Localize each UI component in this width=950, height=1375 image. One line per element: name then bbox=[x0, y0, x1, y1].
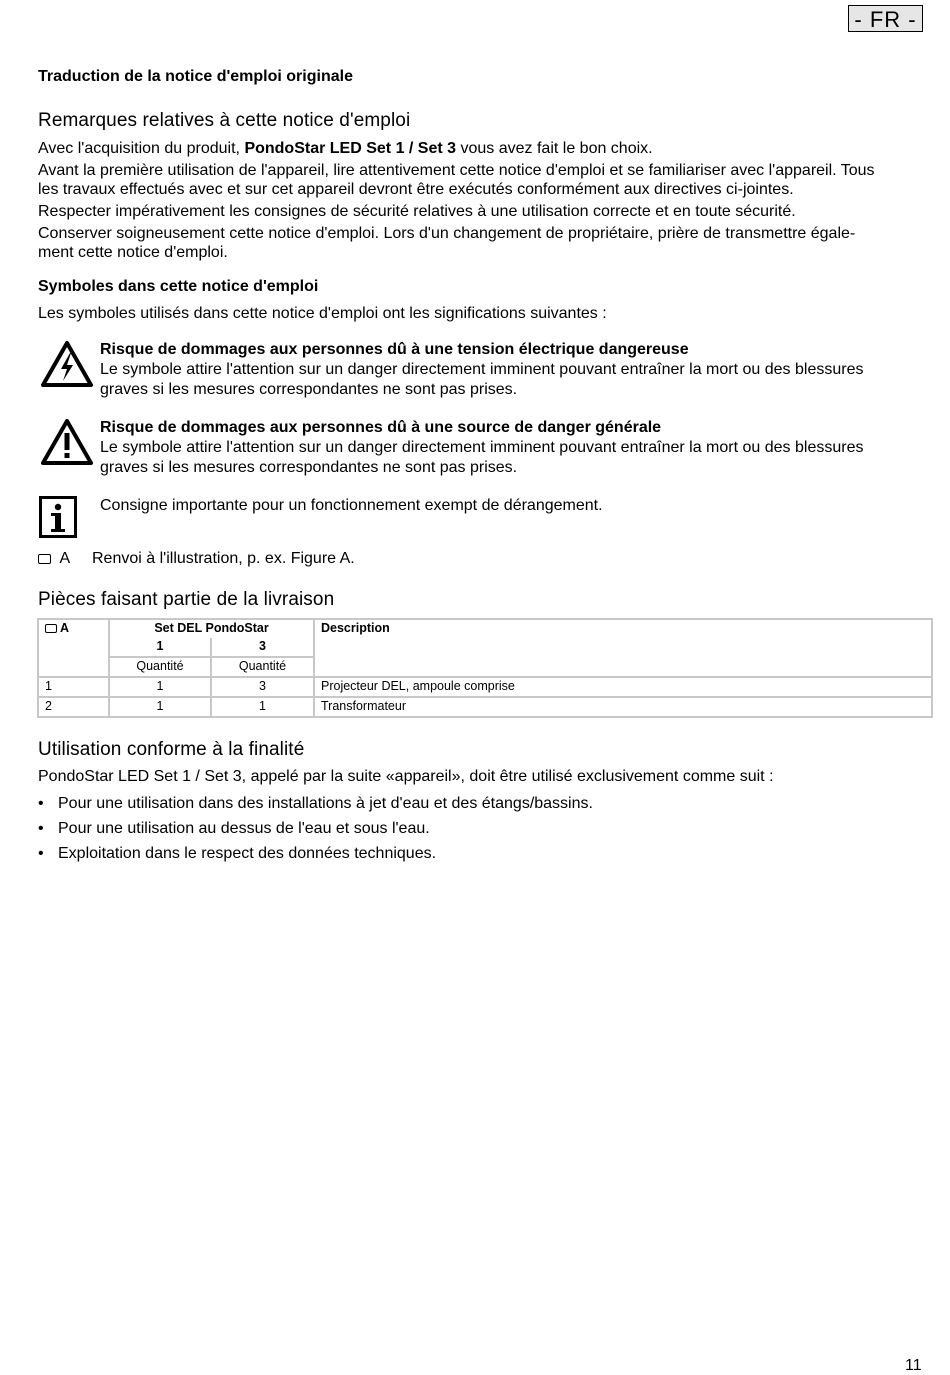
header-group-cell: Set DEL PondoStar bbox=[109, 619, 314, 638]
row-qty1-cell: 1 bbox=[109, 677, 211, 697]
header-qty3-cell: Quantité bbox=[211, 657, 314, 677]
table-header-row bbox=[38, 619, 932, 638]
table-row bbox=[38, 677, 932, 697]
remarks-paragraph-2-line-2: les travaux effectués avec et sur cet appareil devront être exécutés conformément aux directives ci-jointes. bbox=[38, 181, 794, 198]
list-item bbox=[38, 794, 918, 819]
remarks-paragraph-2-line-1: Avant la première utilisation de l'appareil, lire attentivement cette notice d'emploi et se familiariser avec l'appareil. Tous bbox=[38, 162, 875, 179]
row-ref-cell: 2 bbox=[38, 697, 109, 717]
bullet-marker: • bbox=[38, 795, 44, 812]
info-icon bbox=[39, 496, 77, 543]
row-description-cell: Transformateur bbox=[314, 697, 932, 717]
usage-intro: PondoStar LED Set 1 / Set 3, appelé par la suite «appareil», doit être utilisé exclusivement comme suit : bbox=[38, 768, 774, 785]
symbol-info bbox=[38, 496, 918, 538]
symbols-heading: Symboles dans cette notice d'emploi bbox=[38, 278, 319, 295]
header-qty1-cell: Quantité bbox=[109, 657, 211, 677]
header-ref-spacer bbox=[38, 638, 109, 657]
product-name: PondoStar LED Set 1 / Set 3 bbox=[244, 140, 457, 157]
list-item-text: Pour une utilisation au dessus de l'eau et sous l'eau. bbox=[58, 820, 430, 837]
document-title: Traduction de la notice d'emploi originale bbox=[38, 68, 353, 85]
list-item-text: Exploitation dans le respect des données techniques. bbox=[58, 845, 437, 862]
remarks-heading: Remarques relatives à cette notice d'emploi bbox=[38, 110, 411, 131]
bullet-marker: • bbox=[38, 820, 44, 837]
row-description-cell: Projecteur DEL, ampoule comprise bbox=[314, 677, 932, 697]
remarks-paragraph-3: Respecter impérativement les consignes de sécurité relatives à une utilisation correcte et en toute sécurité. bbox=[38, 203, 796, 220]
general-hazard-icon bbox=[40, 418, 94, 471]
parts-heading: Pièces faisant partie de la livraison bbox=[38, 589, 335, 610]
header-ref-spacer bbox=[38, 657, 109, 677]
electric-hazard-icon bbox=[40, 340, 94, 393]
header-ref-label: A bbox=[60, 621, 70, 635]
list-item bbox=[38, 844, 918, 869]
info-text: Consigne importante pour un fonctionnement exempt de dérangement. bbox=[100, 497, 603, 514]
parts-table bbox=[37, 618, 933, 718]
electric-hazard-title: Risque de dommages aux personnes dû à une tension électrique dangereuse bbox=[100, 341, 689, 358]
list-item-text: Pour une utilisation dans des installations à jet d'eau et des étangs/bassins. bbox=[58, 795, 593, 812]
figure-reference-text: Renvoi à l'illustration, p. ex. Figure A. bbox=[92, 550, 355, 567]
row-qty3-cell: 1 bbox=[211, 697, 314, 717]
remarks-p1-post: vous avez fait le bon choix. bbox=[456, 140, 653, 157]
page-number: 11 bbox=[905, 1357, 922, 1374]
header-set1-cell: 1 bbox=[109, 638, 211, 657]
header-set3-cell: 3 bbox=[211, 638, 314, 657]
row-qty3-cell: 3 bbox=[211, 677, 314, 697]
figure-frame-icon bbox=[45, 624, 57, 633]
remarks-paragraph-4-line-2: ment cette notice d'emploi. bbox=[38, 244, 228, 261]
figure-reference-label: A bbox=[59, 550, 71, 567]
remarks-p1-pre: Avec l'acquisition du produit, bbox=[38, 140, 245, 157]
table-row bbox=[38, 697, 932, 717]
usage-heading: Utilisation conforme à la finalité bbox=[38, 739, 305, 760]
row-qty1-cell: 1 bbox=[109, 697, 211, 717]
symbol-general-hazard bbox=[38, 418, 918, 480]
symbol-electric-hazard bbox=[38, 340, 918, 402]
header-description-cell: Description bbox=[314, 619, 932, 677]
electric-hazard-line-1: Le symbole attire l'attention sur un danger directement imminent pouvant entraîner la mort ou des blessures bbox=[100, 361, 864, 378]
general-hazard-line-2: graves si les mesures correspondantes ne sont pas prises. bbox=[100, 459, 518, 476]
row-ref-cell: 1 bbox=[38, 677, 109, 697]
language-badge: - FR - bbox=[848, 5, 923, 32]
figure-frame-icon bbox=[38, 554, 51, 564]
general-hazard-title: Risque de dommages aux personnes dû à une source de danger générale bbox=[100, 419, 662, 436]
usage-bullet-list bbox=[38, 794, 918, 869]
bullet-marker: • bbox=[38, 845, 44, 862]
symbols-intro: Les symboles utilisés dans cette notice d'emploi ont les significations suivantes : bbox=[38, 305, 607, 322]
remarks-paragraph-4-line-1: Conserver soigneusement cette notice d'emploi. Lors d'un changement de propriétaire, prière de transmettre égale- bbox=[38, 225, 856, 242]
figure-reference bbox=[38, 549, 355, 569]
remarks-paragraph-1 bbox=[38, 139, 928, 159]
electric-hazard-line-2: graves si les mesures correspondantes ne sont pas prises. bbox=[100, 381, 518, 398]
list-item bbox=[38, 819, 918, 844]
general-hazard-line-1: Le symbole attire l'attention sur un danger directement imminent pouvant entraîner la mort ou des blessures bbox=[100, 439, 864, 456]
header-ref-cell bbox=[38, 619, 109, 638]
